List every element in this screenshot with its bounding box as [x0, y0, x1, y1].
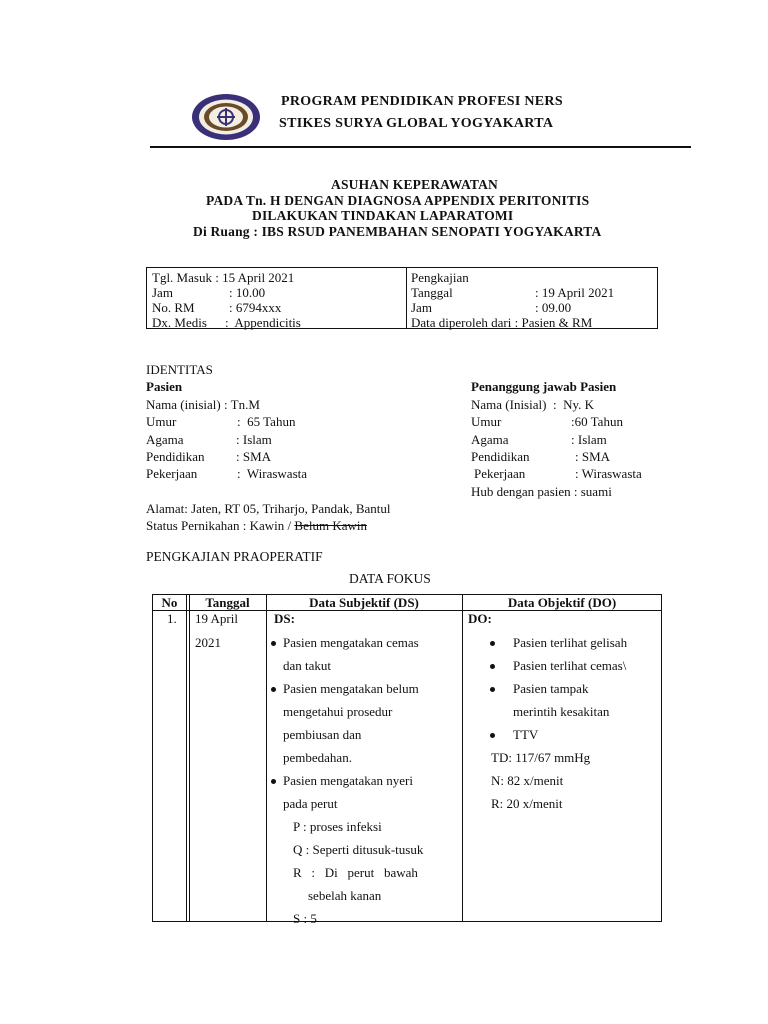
pasien-pendidikan-value: : SMA — [236, 449, 272, 464]
info-tanggal-label: Tanggal — [411, 285, 453, 300]
info-jam2-value: : 09.00 — [535, 300, 572, 315]
ds-pain-r-2: sebelah kanan — [308, 888, 382, 903]
doc-subtitle-3: Di Ruang : IBS RSUD PANEMBAHAN SENOPATI YOGYAKARTA — [193, 224, 602, 239]
do-vital-n: N: 82 x/menit — [491, 773, 564, 788]
header-program: PROGRAM PENDIDIKAN PROFESI NERS — [281, 94, 563, 109]
section-heading: PENGKAJIAN PRAOPERATIF — [146, 549, 323, 564]
row-tanggal-2: 2021 — [195, 635, 221, 650]
doc-subtitle-2: DILAKUKAN TINDAKAN LAPARATOMI — [252, 208, 514, 223]
pasien-nama: Nama (inisial) : Tn.M — [146, 397, 260, 412]
ds-item-3-line-1: Pasien mengatakan nyeri — [283, 773, 413, 788]
pj-pekerjaan-value: : Wiraswasta — [575, 466, 642, 481]
pasien-agama-value: : Islam — [236, 432, 272, 447]
ds-item-2-line-1: Pasien mengatakan belum — [283, 681, 419, 696]
pj-nama: Nama (Inisial) : Ny. K — [471, 397, 595, 412]
row-no: 1. — [167, 611, 177, 626]
ds-item-1-line-2: dan takut — [283, 658, 332, 673]
ds-pain-p: P : proses infeksi — [293, 819, 382, 834]
info-jam-label: Jam — [152, 285, 173, 300]
pj-hubungan: Hub dengan pasien : suami — [471, 484, 612, 499]
do-item-1: Pasien terlihat gelisah — [513, 635, 628, 650]
pasien-heading: Pasien — [146, 379, 183, 394]
ds-pain-r-1: R : Di perut bawah — [293, 865, 418, 880]
pj-umur-value: :60 Tahun — [571, 414, 623, 429]
ds-pain-s: S : 5 — [293, 911, 317, 926]
admission-info-box — [146, 267, 658, 329]
info-tgl-masuk: Tgl. Masuk : 15 April 2021 — [152, 270, 295, 285]
pasien-umur-label: Umur — [146, 414, 177, 429]
info-sumber-data: Data diperoleh dari : Pasien & RM — [411, 315, 593, 330]
do-item-ttv: TTV — [513, 727, 539, 742]
col-header-tanggal: Tanggal — [205, 595, 250, 610]
info-jam-value: : 10.00 — [229, 285, 266, 300]
doc-title: ASUHAN KEPERAWATAN — [331, 177, 498, 192]
do-item-2: Pasien terlihat cemas\ — [513, 658, 627, 673]
pasien-pendidikan-label: Pendidikan — [146, 449, 205, 464]
do-label: DO: — [468, 611, 492, 626]
ds-item-2-line-3: pembiusan dan — [283, 727, 362, 742]
pj-pendidikan-label: Pendidikan — [471, 449, 530, 464]
pj-pekerjaan-label: Pekerjaan — [474, 466, 526, 481]
info-dx-value: : Appendicitis — [225, 315, 301, 330]
ds-item-2-line-4: pembedahan. — [283, 750, 352, 765]
do-vital-td: TD: 117/67 mmHg — [491, 750, 591, 765]
status-pernikahan: Status Pernikahan : Kawin / Belum Kawin — [146, 518, 367, 533]
data-fokus-table — [152, 594, 662, 926]
ds-item-3-line-2: pada perut — [283, 796, 338, 811]
institution-logo — [191, 93, 261, 141]
col-header-do: Data Objektif (DO) — [507, 595, 617, 610]
info-norm-label: No. RM — [152, 300, 195, 315]
do-item-3-line-2: merintih kesakitan — [513, 704, 610, 719]
pj-agama-label: Agama — [471, 432, 509, 447]
header-institution: STIKES SURYA GLOBAL YOGYAKARTA — [279, 116, 554, 131]
info-tanggal-value: : 19 April 2021 — [535, 285, 615, 300]
info-jam2-label: Jam — [411, 300, 432, 315]
pj-agama-value: : Islam — [571, 432, 607, 447]
pasien-pekerjaan-label: Pekerjaan — [146, 466, 198, 481]
info-dx-label: Dx. Medis — [152, 315, 207, 330]
ds-item-1-line-1: Pasien mengatakan cemas — [283, 635, 419, 650]
pasien-agama-label: Agama — [146, 432, 184, 447]
row-tanggal-1: 19 April — [195, 611, 238, 626]
info-pengkajian-title: Pengkajian — [411, 270, 469, 285]
header-divider — [150, 146, 691, 148]
ds-pain-q: Q : Seperti ditusuk-tusuk — [293, 842, 424, 857]
identitas-heading: IDENTITAS — [146, 362, 213, 377]
col-header-no: No — [161, 595, 178, 610]
pasien-pekerjaan-value: : Wiraswasta — [237, 466, 308, 481]
ds-label: DS: — [274, 611, 295, 626]
do-vital-r: R: 20 x/menit — [491, 796, 563, 811]
col-header-ds: Data Subjektif (DS) — [309, 595, 419, 610]
pj-heading: Penanggung jawab Pasien — [471, 379, 617, 394]
pj-umur-label: Umur — [471, 414, 502, 429]
table-title: DATA FOKUS — [349, 571, 431, 586]
alamat: Alamat: Jaten, RT 05, Triharjo, Pandak, Bantul — [146, 501, 391, 516]
do-item-3-line-1: Pasien tampak — [513, 681, 589, 696]
ds-item-2-line-2: mengetahui prosedur — [283, 704, 393, 719]
doc-subtitle-1: PADA Tn. H DENGAN DIAGNOSA APPENDIX PERITONITIS — [206, 193, 590, 208]
pj-pendidikan-value: : SMA — [575, 449, 611, 464]
info-norm-value: : 6794xxx — [229, 300, 282, 315]
pasien-umur-value: : 65 Tahun — [237, 414, 296, 429]
